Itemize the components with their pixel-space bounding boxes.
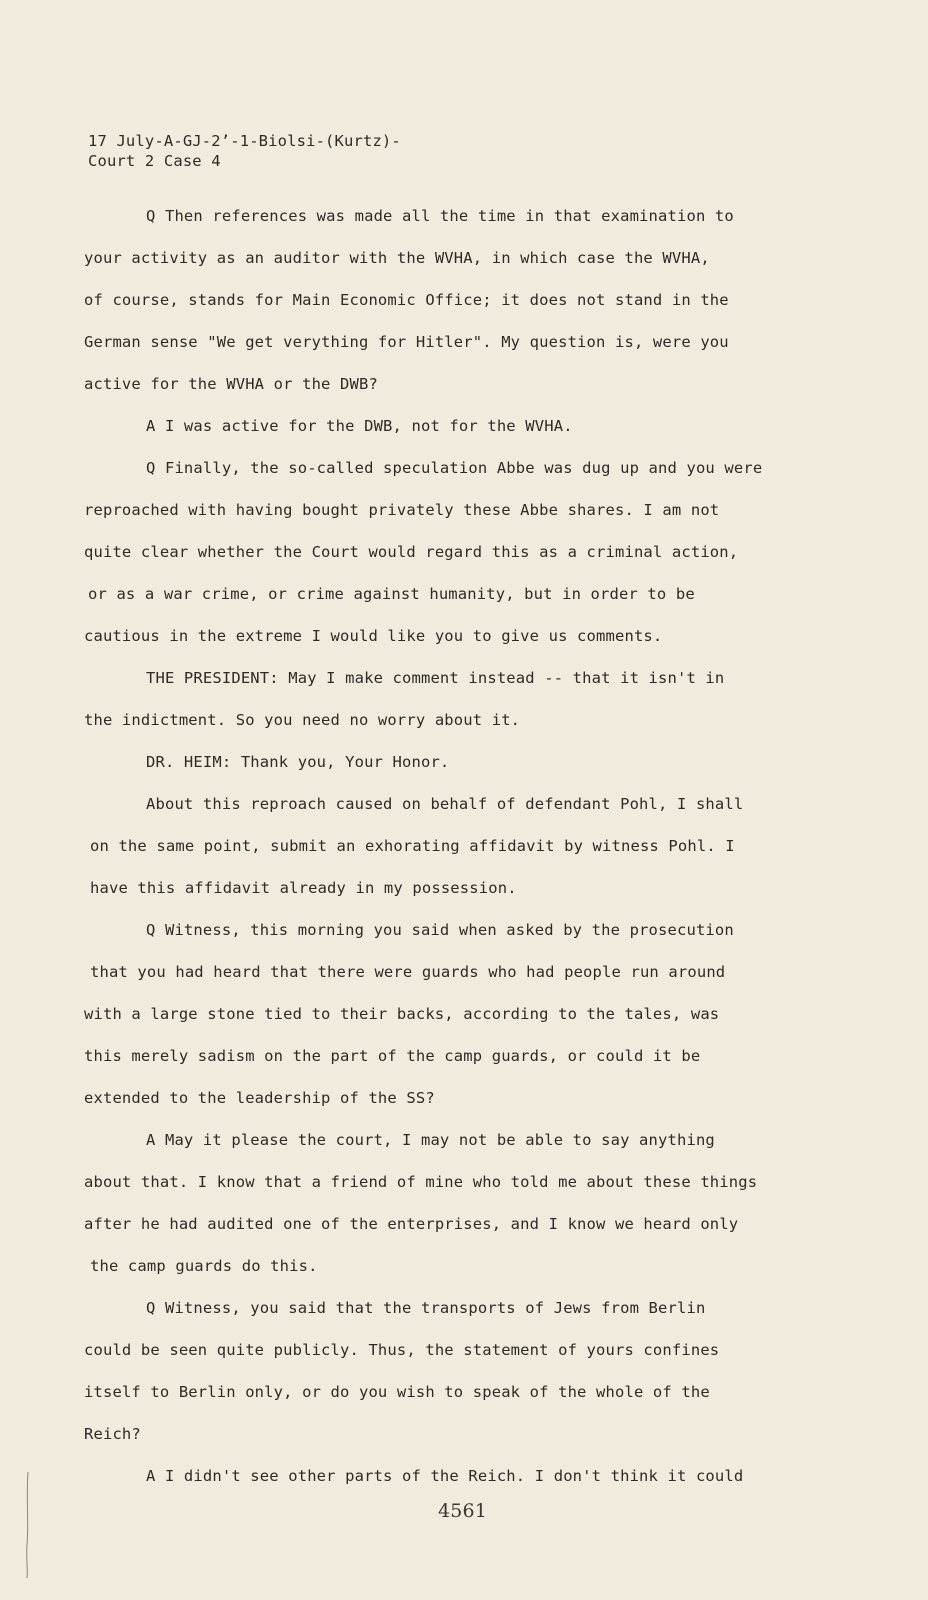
page-number: 4561 — [438, 1500, 487, 1522]
transcript-line: with a large stone tied to their backs, according to the tales, was — [84, 1005, 720, 1023]
transcript-line: or as a war crime, or crime against humanity, but in order to be — [88, 585, 695, 603]
transcript-line: German sense "We get verything for Hitler". My question is, were you — [84, 333, 729, 351]
transcript-line: cautious in the extreme I would like you to give us comments. — [84, 627, 663, 645]
transcript-line: this merely sadism on the part of the camp guards, or could it be — [84, 1047, 701, 1065]
transcript-line: Q Witness, you said that the transports of Jews from Berlin — [146, 1299, 706, 1317]
transcript-line: itself to Berlin only, or do you wish to speak of the whole of the — [84, 1383, 710, 1401]
header-court-case-line: Court 2 Case 4 — [88, 152, 221, 170]
transcript-line: Q Then references was made all the time in that examination to — [146, 207, 734, 225]
transcript-line: A May it please the court, I may not be able to say anything — [146, 1131, 715, 1149]
transcript-line: Q Finally, the so-called speculation Abbe was dug up and you were — [146, 459, 763, 477]
transcript-line: the indictment. So you need no worry about it. — [84, 711, 521, 729]
transcript-line: A I didn't see other parts of the Reich. I don't think it could — [146, 1467, 744, 1485]
transcript-line: after he had audited one of the enterprises, and I know we heard only — [84, 1215, 739, 1233]
transcript-line: Q Witness, this morning you said when asked by the prosecution — [146, 921, 734, 939]
transcript-line: DR. HEIM: Thank you, Your Honor. — [146, 753, 450, 771]
transcript-line: have this affidavit already in my possession. — [90, 879, 517, 897]
transcript-line: the camp guards do this. — [90, 1257, 318, 1275]
document-header — [88, 131, 401, 171]
transcript-line: A I was active for the DWB, not for the WVHA. — [146, 417, 573, 435]
transcript-line: active for the WVHA or the DWB? — [84, 375, 378, 393]
transcript-line: quite clear whether the Court would regard this as a criminal action, — [84, 543, 739, 561]
transcript-line: about that. I know that a friend of mine who told me about these things — [84, 1173, 758, 1191]
transcript-line: on the same point, submit an exhorating affidavit by witness Pohl. I — [90, 837, 735, 855]
transcript-line: of course, stands for Main Economic Office; it does not stand in the — [84, 291, 729, 309]
transcript-line: your activity as an auditor with the WVHA, in which case the WVHA, — [84, 249, 710, 267]
margin-pencil-mark — [22, 1470, 32, 1580]
transcript-line: that you had heard that there were guards who had people run around — [90, 963, 726, 981]
transcript-line: extended to the leadership of the SS? — [84, 1089, 435, 1107]
transcript-line: THE PRESIDENT: May I make comment instead -- that it isn't in — [146, 669, 725, 687]
header-reference-line: 17 July-A-GJ-2’-1-Biolsi-(Kurtz)- — [88, 132, 401, 150]
transcript-line: reproached with having bought privately these Abbe shares. I am not — [84, 501, 720, 519]
transcript-line: Reich? — [84, 1425, 141, 1443]
transcript-line: About this reproach caused on behalf of defendant Pohl, I shall — [146, 795, 744, 813]
transcript-line: could be seen quite publicly. Thus, the statement of yours confines — [84, 1341, 720, 1359]
